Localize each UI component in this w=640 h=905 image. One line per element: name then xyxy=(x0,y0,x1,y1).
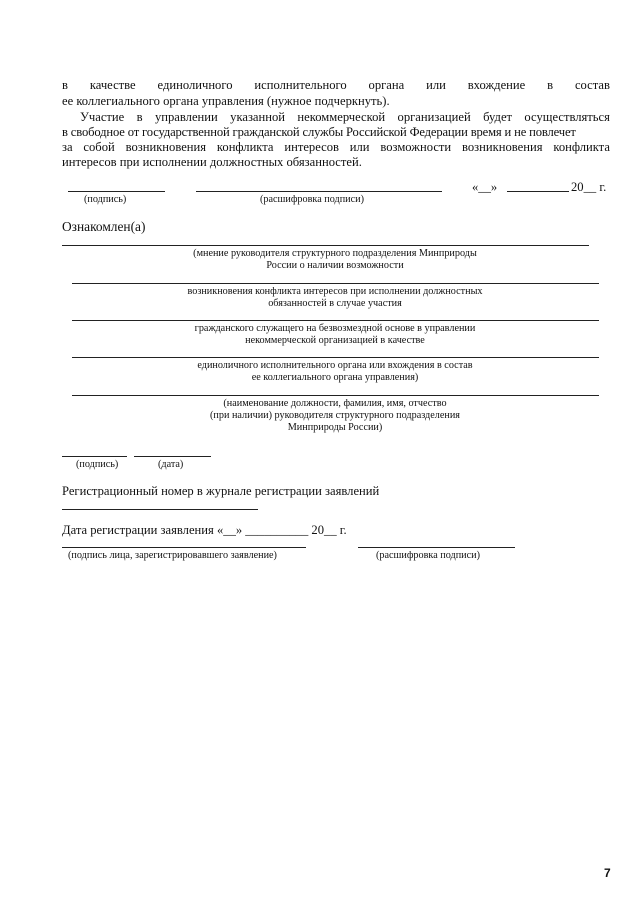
word: некоммерческой xyxy=(297,110,386,124)
page-number: 7 xyxy=(604,866,611,880)
opinion-caption-9: (наименование должности, фамилия, имя, отчество xyxy=(223,398,447,409)
paragraph2-line2: в свободное от государственной гражданской службы Российской Федерации время и не повлечет xyxy=(62,125,576,139)
word: в xyxy=(547,78,554,92)
paragraph2-line4: интересов при исполнении должностных обязанностей. xyxy=(62,155,362,169)
opinion-caption-6: некоммерческой организацией в качестве xyxy=(245,335,425,346)
opinion-line-4 xyxy=(72,357,599,358)
date-month-line xyxy=(507,191,569,192)
registrar-decoding-line xyxy=(358,547,515,548)
word: за xyxy=(62,140,73,154)
word: возникновения xyxy=(462,140,543,154)
opinion-caption-1: (мнение руководителя структурного подразделения Минприроды xyxy=(193,248,477,259)
word: в xyxy=(136,110,143,124)
word: собой xyxy=(83,140,115,154)
decoding-caption: (расшифровка подписи) xyxy=(260,194,364,205)
opinion-caption-11: Минприроды России) xyxy=(287,422,383,433)
opinion-line-5 xyxy=(72,395,599,396)
opinion-caption-7: единоличного исполнительного органа или вхождения в состав xyxy=(197,360,473,371)
head-date-line xyxy=(134,456,211,457)
paragraph2-line1 xyxy=(80,110,610,125)
word: конфликта xyxy=(216,140,274,154)
opinion-line-2 xyxy=(72,283,599,284)
word: или xyxy=(349,140,370,154)
word: органа xyxy=(368,78,405,92)
word: в xyxy=(62,78,68,92)
word: осуществляться xyxy=(524,110,610,124)
head-date-caption: (дата) xyxy=(158,459,184,470)
opinion-caption-10: (при наличии) руководителя структурного подразделения xyxy=(210,410,460,421)
word: единоличного xyxy=(157,78,233,92)
opinion-caption-5: гражданского служащего на безвозмездной основе в управлении xyxy=(194,323,476,334)
word: или xyxy=(426,78,446,92)
head-signature-caption: (подпись) xyxy=(76,459,119,470)
word: качестве xyxy=(89,78,136,92)
opinion-caption-4: обязанностей в случае участия xyxy=(268,298,402,309)
registrar-decoding-caption: (расшифровка подписи) xyxy=(376,550,480,561)
opinion-caption-8: ее коллегиального органа управления) xyxy=(251,372,419,383)
paragraph1-line2: ее коллегиального органа управления (нужное подчеркнуть). xyxy=(62,94,390,108)
registrar-signature-caption: (подпись лица, зарегистрировавшего заявление) xyxy=(68,550,277,561)
word: конфликта xyxy=(553,140,610,154)
word: возникновения xyxy=(125,140,207,154)
acknowledged-label: Ознакомлен(а) xyxy=(62,219,146,234)
word: организацией xyxy=(397,110,471,124)
word: будет xyxy=(483,110,513,124)
word: управлении xyxy=(154,110,218,124)
head-signature-line xyxy=(62,456,127,457)
signature-caption: (подпись) xyxy=(84,194,127,205)
registration-number-line xyxy=(62,509,258,510)
opinion-line-3 xyxy=(72,320,599,321)
word: состав xyxy=(574,78,610,92)
registration-date-label: Дата регистрации заявления «__» __________ 20__ г. xyxy=(62,523,347,537)
paragraph2-line3 xyxy=(62,140,610,155)
word: возможности xyxy=(380,140,452,154)
opinion-caption-2: России о наличии возможности xyxy=(266,260,404,271)
word: исполнительного xyxy=(254,78,347,92)
opinion-caption-3: возникновения конфликта интересов при исполнении должностных xyxy=(187,286,483,297)
signature-line xyxy=(68,191,165,192)
word: Участие xyxy=(80,110,125,124)
word: вхождение xyxy=(467,78,526,92)
word: указанной xyxy=(230,110,286,124)
decoding-line xyxy=(196,191,442,192)
date-day: «__» xyxy=(472,180,498,194)
registration-number-label: Регистрационный номер в журнале регистрации заявлений xyxy=(62,484,380,498)
word: интересов xyxy=(284,140,339,154)
opinion-line-1 xyxy=(62,245,589,246)
paragraph1-line1 xyxy=(62,78,610,93)
date-year: 20__ г. xyxy=(571,180,607,194)
registrar-signature-line xyxy=(62,547,306,548)
